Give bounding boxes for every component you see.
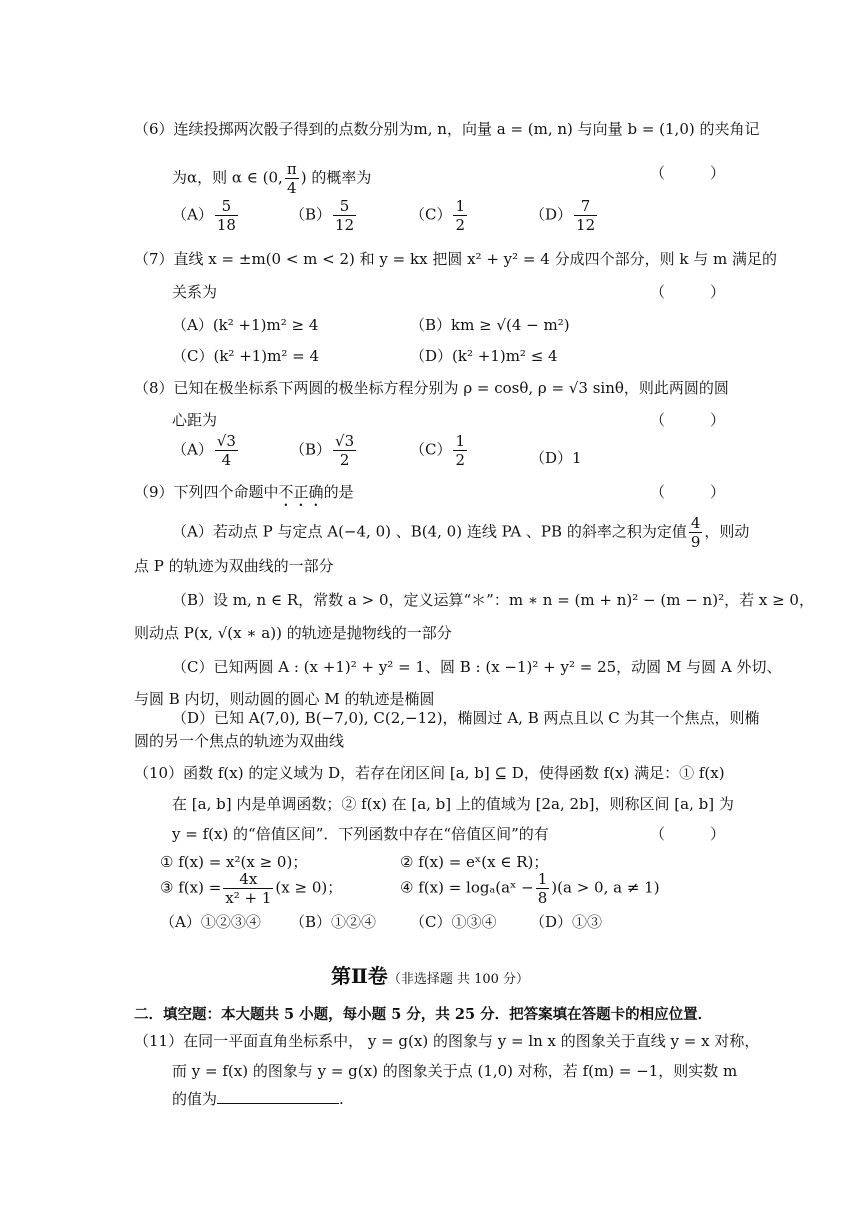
q8-answer-paren: （ ）: [650, 411, 726, 429]
frac-num: 1: [537, 870, 548, 888]
q9-emphasis: 不正确: [278, 483, 324, 501]
q9-d-line2: 圆的另一个焦点的轨迹为双曲线: [134, 732, 345, 750]
frac-num: 4: [690, 514, 701, 532]
frac-den: 4: [221, 451, 232, 469]
q8-option-c: [410, 432, 469, 469]
frac-num: 1: [455, 197, 466, 215]
option-label: （B）: [290, 205, 332, 224]
q10-function-2: ② f(x) = eˣ(x ∈ R)；: [400, 853, 549, 871]
frac-den: 18: [216, 216, 236, 234]
f4-pre: ④ f(x) = logₐ(aˣ −: [400, 878, 534, 897]
section-title: [0, 960, 860, 989]
q6-line2-pre: 为α，则 α ∈ (0,: [172, 168, 283, 187]
frac-num: 5: [333, 197, 356, 216]
section-title-main: 第Ⅱ卷: [330, 964, 388, 988]
frac-num: 4x: [223, 870, 273, 889]
q10-function-4: [400, 870, 660, 907]
section-subtitle: （非选择题 共 100 分）: [387, 972, 530, 987]
frac-den: 2: [455, 451, 466, 469]
frac-den: 2: [339, 451, 350, 469]
q6-line2-post: ) 的概率为: [300, 168, 372, 187]
q9-b-line2: 则动点 P(x, √(x ∗ a)) 的轨迹是抛物线的一部分: [134, 624, 452, 642]
q11-line1: （11）在同一平面直角坐标系中， y = g(x) 的图象与 y = ln x 的图象关于直线 y = x 对称，: [134, 1032, 760, 1050]
f3-pre: ③ f(x) =: [160, 878, 222, 897]
q9-a-post: ，则动: [704, 522, 750, 541]
q6-line1: （6）连续投掷两次骰子得到的点数分别为m, n，向量 a = (m, n) 与向量 b = (1,0) 的夹角记: [134, 120, 760, 138]
frac-den: 12: [335, 216, 355, 234]
q9-c-line2: 与圆 B 内切，则动圆的圆心 M 的轨迹是椭圆: [134, 690, 435, 708]
frac-den: x² + 1: [225, 889, 272, 907]
q11-line3-pre: 的值为: [172, 1090, 218, 1108]
option-label: （C）: [410, 440, 452, 459]
q7-answer-paren: （ ）: [650, 283, 726, 301]
q7-line2: 关系为: [172, 283, 218, 301]
q11-line3: [172, 1088, 772, 1110]
answer-blank[interactable]: [217, 1089, 339, 1104]
q11-line3-post: .: [339, 1090, 344, 1108]
q9-line1-pre: （9）下列四个命题中: [134, 483, 279, 501]
option-label: （C）: [410, 205, 452, 224]
q7-option-b: （B）km ≥ √(4 − m²): [410, 316, 570, 334]
q10-line1: （10）函数 f(x) 的定义域为 D，若存在闭区间 [a, b] ⊆ D，使得函数 f(x) 满足：① f(x): [134, 764, 725, 782]
q8-option-d: （D）1: [530, 449, 582, 467]
frac-den: 4: [287, 179, 297, 197]
option-label: （D）: [530, 205, 573, 224]
q9-a-line2: 点 P 的轨迹为双曲线的一部分: [134, 557, 334, 575]
q10-option-d: （D）①③: [530, 913, 603, 931]
q6-answer-paren: （ ）: [650, 164, 726, 182]
q6-option-d: [530, 197, 599, 234]
q10-function-3: [160, 870, 342, 907]
option-label: （A）: [172, 440, 213, 459]
q11-line2: 而 y = f(x) 的图象与 y = g(x) 的图象关于点 (1,0) 对称，若 f(m) = −1，则实数 m: [172, 1062, 738, 1080]
q6-pi-fraction: [285, 160, 299, 197]
f4-post: )(a > 0, a ≠ 1): [551, 878, 660, 897]
q9-line1: [134, 481, 734, 510]
q7-line1: （7）直线 x = ±m(0 < m < 2) 和 y = kx 把圆 x² + y² = 4 分成四个部分，则 k 与 m 满足的: [134, 250, 777, 268]
frac-den: 2: [455, 216, 466, 234]
frac-num: 1: [455, 432, 466, 450]
q9-a-pre: （A）若动点 P 与定点 A(−4, 0) 、B(4, 0) 连线 PA 、PB 的斜率之积为定值: [172, 522, 687, 541]
q9-b-line1: （B）设 m, n ∈ R，常数 a > 0，定义运算“＊”：m ∗ n = (m + n)² − (m − n)²，若 x ≥ 0，: [172, 591, 814, 609]
q10-option-b: （B）①②④: [290, 913, 377, 931]
frac-den: 8: [537, 889, 548, 907]
q6-option-a: [172, 197, 240, 234]
q8-line1: （8）已知在极坐标系下两圆的极坐标方程分别为 ρ = cosθ, ρ = √3 sinθ，则此两圆的圆: [134, 379, 729, 397]
q10-function-1: ① f(x) = x²(x ≥ 0)；: [160, 853, 308, 871]
option-label: （A）: [172, 205, 213, 224]
q9-d-line1: （D）已知 A(7,0), B(−7,0), C(2,−12)，椭圆过 A, B 两点且以 C 为其一个焦点，则椭: [172, 709, 760, 727]
option-label: （B）: [290, 440, 332, 459]
q9-line1-post: 的是: [323, 483, 354, 501]
q9-answer-paren: （ ）: [650, 483, 726, 501]
frac-den: 9: [690, 533, 701, 551]
f3-post: (x ≥ 0)；: [275, 878, 343, 897]
q10-answer-paren: （ ）: [650, 825, 726, 843]
q10-line3: y = f(x) 的“倍值区间”．下列函数中存在“倍值区间”的有: [172, 825, 549, 843]
frac-num: 5: [215, 197, 238, 216]
q9-a-line1: [172, 514, 772, 551]
q8-line2: 心距为: [172, 411, 218, 429]
q8-option-b: [290, 432, 358, 469]
frac-num: √3: [335, 432, 355, 450]
q7-option-d: （D）(k² +1)m² ≤ 4: [410, 347, 558, 365]
q7-option-c: （C）(k² +1)m² = 4: [172, 347, 320, 365]
q10-line2: 在 [a, b] 内是单调函数；② f(x) 在 [a, b] 上的值域为 [2a, 2b]，则称区间 [a, b] 为: [172, 795, 734, 813]
q9-a-fraction: [689, 514, 703, 551]
frac-num: π: [286, 160, 297, 178]
frac-num: 7: [574, 197, 597, 216]
frac-num: √3: [216, 432, 236, 450]
section-heading: 二．填空题：本大题共 5 小题，每小题 5 分，共 25 分．把答案填在答题卡的相应位置．: [134, 1006, 713, 1023]
q7-option-a: （A）(k² +1)m² ≥ 4: [172, 316, 319, 334]
q10-option-a: （A）①②③④: [160, 913, 261, 931]
frac-den: 12: [576, 216, 596, 234]
q10-option-c: （C）①③④: [410, 913, 497, 931]
q8-option-a: [172, 432, 240, 469]
q6-option-c: [410, 197, 469, 234]
q9-c-line1: （C）已知两圆 A : (x +1)² + y² = 1、圆 B : (x −1)² + y² = 25，动圆 M 与圆 A 外切、: [172, 658, 782, 676]
q6-option-b: [290, 197, 358, 234]
